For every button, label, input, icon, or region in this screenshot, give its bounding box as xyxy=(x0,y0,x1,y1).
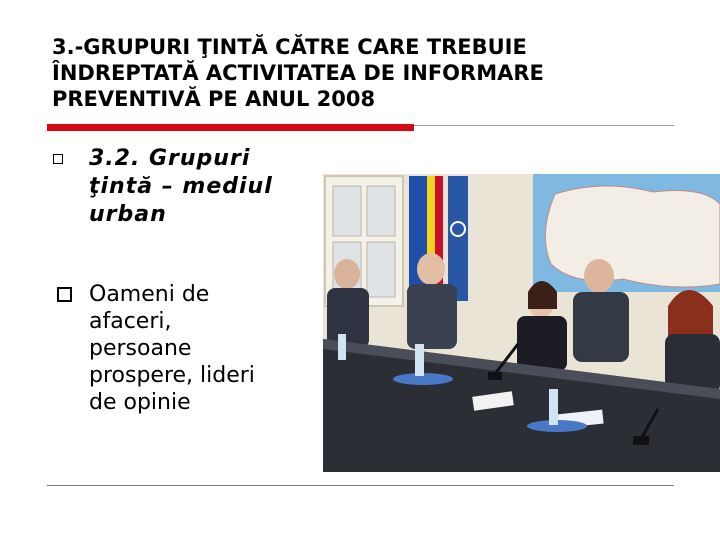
title-accent-bar xyxy=(47,124,414,131)
meeting-photo xyxy=(323,174,720,472)
bullet-line-2: afaceri, xyxy=(89,309,172,334)
bullet-line-4: prospere, lideri xyxy=(89,363,255,388)
bullet-line-5: de opinie xyxy=(89,390,191,415)
title-line-1: 3.-GRUPURI ŢINTĂ CĂTRE CARE TREBUIE xyxy=(52,35,527,59)
bullet-line-3: persoane xyxy=(89,336,192,361)
footer-divider xyxy=(47,485,674,486)
subheading-line-3: urban xyxy=(89,202,167,227)
title-line-2: ÎNDREPTATĂ ACTIVITATEA DE INFORMARE xyxy=(52,61,544,85)
meeting-photo-illustration xyxy=(323,174,720,472)
subheading-line-2: ţintă – mediul xyxy=(89,174,273,199)
title-line-3: PREVENTIVĂ PE ANUL 2008 xyxy=(52,87,376,111)
hollow-square-bullet-icon xyxy=(53,154,63,164)
bullet-line-1: Oameni de xyxy=(89,282,210,307)
subheading-line-1: 3.2. Grupuri xyxy=(89,146,251,171)
bullet-text xyxy=(89,281,319,416)
hollow-square-bullet-icon xyxy=(57,287,72,302)
slide-title xyxy=(52,34,682,112)
subheading xyxy=(89,145,319,229)
title-divider xyxy=(414,125,674,126)
